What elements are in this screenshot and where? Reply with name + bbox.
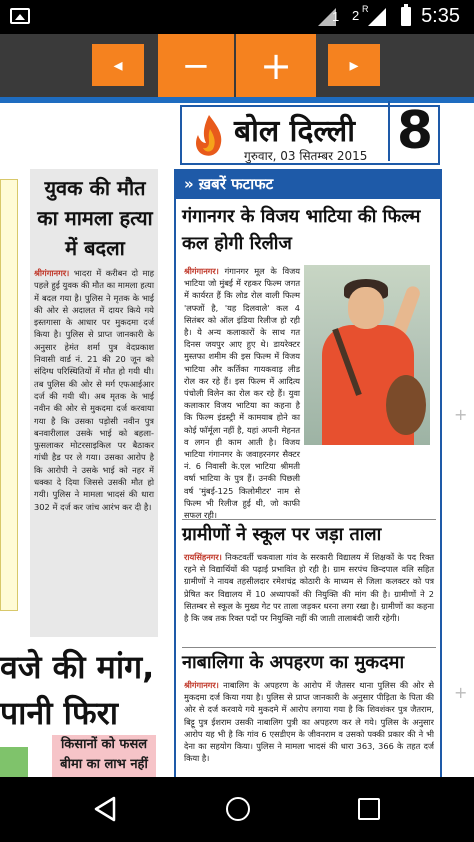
- article-1-headline: गंगानगर के विजय भाटिया की फिल्म कल होगी रिलीज: [182, 206, 421, 254]
- actor-photo: [304, 265, 430, 445]
- left-edge-box: [0, 179, 18, 611]
- minus-icon: −: [181, 45, 211, 86]
- article-1-dateline: श्रीगंगानगर।: [184, 266, 219, 276]
- gallery-icon: [10, 8, 30, 24]
- article-2-body: [184, 551, 434, 624]
- photo-head: [348, 287, 384, 329]
- left-article-text: भादरा में करीबन दो माह पहले हुई युवक की मौत का मामला हत्या में बदल गया है। पुलिस ने मृतक के भाई की ओर से अदालत में दायर किये गये इस्तगासा के आधार पर मुकदमा दर्ज किया है। पुलिस से प्राप्त जानकारी के अनुसार हेमंत शर्मा पुत्र वेदप्रकाश निवासी वार्ड नं. 21 की 20 जून को संदिग्ध परिस्थितियों में मौत हो गयी थी। तब पुलिस की ओर से मर्ग एफआईआर दर्ज की गयी थी। अब मृतक के भाई नवीन की ओर से मुकदमा दर्ज करवाया गया है कि उसका पड़ोसी नवीन पुत्र बनवारीलाल उसके भाई को बहला-फुसलाकर मोटरसाइकिल पर बैठाकर गांधी हैड पर ले गया। उसका आरोप है कि आरोपी ने उसके भाई को नहर में धक्का दे दिया जिससे उसकी मौत हो गयी। पुलिस ने मामला भादसं की धारा 302 में दर्ज कर जांच आरंभ कर दी है।: [34, 268, 154, 512]
- article-3-headline: नाबालिगा के अपहरण का मुकदमा: [182, 652, 405, 673]
- prev-page-button[interactable]: [92, 44, 144, 86]
- home-button-icon[interactable]: [226, 797, 250, 821]
- article-3-body: [184, 679, 434, 775]
- article-3-dateline: श्रीगंगानगर।: [184, 680, 219, 690]
- page-number: 8: [388, 101, 440, 161]
- article-3-text: नाबालिग के अपहरण के आरोप में जैतसर थाना पुलिस की ओर से मुकदमा दर्ज किया गया है। पुलिस से प्राप्त जानकारी के अनुसार पीड़िता के पिता की ओर से दर्ज करवाये गये मुकदमे में आरोप लगाया गया है कि शिवशंकर पुत्र जैतराम, बिट्टू पुत्र ईशराम उसकी नाबालिग पुत्री का अपहरण कर ले गये। पुलिस के अनुसार आरोप यह भी है कि गांव 6 एसडीएम के जीवनराम व उसको पक्की प्रकार की ने भी देना का सहयोग किया। पुलिस ने मामला भादसं की धारा 363, 366 के तहत दर्ज किया है।: [184, 680, 434, 764]
- arrow-right-icon: ▸: [349, 54, 359, 76]
- recent-apps-button-icon[interactable]: [358, 798, 380, 820]
- left-article-body: [30, 263, 158, 517]
- signal-2-icon: [368, 8, 386, 26]
- network-2-label: 2: [352, 8, 360, 23]
- next-page-button[interactable]: [328, 44, 380, 86]
- article-2-text: निकटवर्ती चकवाला गांव के सरकारी विद्यालय में शिक्षकों के पद रिक्त रहने से विद्यार्थियों की पढ़ाई प्रभावित हो रही है। ग्राम सरपंच छिन्दपाल वलि सहित ग्रामीणों ने नायब तहसीलदार रमेशचंद्र कोठारी के माध्यम से जिला कलक्टर को पत्र प्रेषित कर विद्यालय में 10 अध्यापकों की नियुक्ति की मांग की है। ग्रामीणों ने 2 सितम्बर से स्कूल के मुख्य गेट पर ताला जड़कर धरना लगा रखा है। ग्रामीणों का कहना है कि जब तक रिक्त पदों पर नियुक्ति नहीं की जाती तालाबंदी जारी रहेगी।: [184, 552, 434, 624]
- roaming-label: R: [362, 4, 369, 14]
- zoom-out-button[interactable]: [158, 34, 234, 97]
- left-article-headline: युवक की मौत का मामला हत्या में बदला: [37, 176, 153, 260]
- green-image-box: [0, 747, 28, 777]
- article-2-dateline: रायसिंहनगर।: [184, 552, 222, 562]
- network-1-label: 1: [332, 9, 340, 24]
- back-button-icon[interactable]: [92, 796, 118, 822]
- crop-mark-icon: +: [454, 405, 468, 424]
- arrow-left-icon: ◂: [113, 54, 123, 76]
- article-1-text: गंगानगर मूल के विजय भाटिया जो मुंबई में रहकर फिल्म जगत में कार्यरत हैं कि लोड रोल वाली फिल्म 'लफ्जों है, 'यह दिलवाले' कल 4 सितंबर को ऑल इंडिया रिलीज हो रही है। ये अन्य कलाकारों के साथ गत दिनस जयपुर आए हुए थे। डायरेक्टर मुस्तफा शमीम की इस फिल्म में विजय भाटिया और कर्तिका गायकवाड़ लीड रोल कर रहे हैं। इस फिल्म में आदित्य पंचोली विलेन का रोल कर रहे हैं। युवा कलाकार विजय भाटिया का कहना है कि फिल्म इंडस्ट्री में कामयाब होने का कोई फॉर्मूला नहीं है, यहां अपनी मेहनत व लगन ही काम आती है। विजय भाटिया गंगानगर के जवाहरनगर सैक्टर नं. 6 निवासी के.एल भाटिया श्रीमती वर्षा भाटिया के पुत्र हैं। उनकी पिछली वर्ष 'मुंबई-125 किलोमीटर' नाम से फिल्म भी रिलीज हुई थी, जो काफी सफल रही।: [184, 266, 300, 521]
- left-fragment-line-2: पानी फिरा: [0, 694, 118, 732]
- left-article-dateline: श्रीगंगानगर।: [34, 268, 70, 278]
- article-1-body-top: [184, 265, 300, 521]
- article-2-headline: ग्रामीणों ने स्कूल पर जड़ा ताला: [182, 524, 382, 545]
- status-bar: [0, 0, 474, 34]
- newspaper-page[interactable]: [0, 97, 474, 777]
- flame-logo-icon: [190, 113, 228, 159]
- left-fragment-box-line-1: किसानों को फसल: [60, 737, 148, 752]
- reader-toolbar: [0, 34, 474, 97]
- photo-guitar: [386, 375, 426, 435]
- plus-icon: +: [260, 43, 292, 88]
- left-article: [30, 169, 158, 637]
- left-fragment-box-line-2: बीमा का लाभ नहीं: [60, 757, 148, 772]
- zoom-in-button[interactable]: [236, 34, 316, 97]
- masthead-title: बोल दिल्ली: [234, 114, 356, 149]
- status-time: 5:35: [421, 5, 460, 27]
- masthead-date: गुरुवार, 03 सितम्बर 2015: [244, 149, 368, 163]
- left-fragment-line-1: वजे की मांग,: [0, 648, 155, 686]
- divider: [182, 519, 436, 520]
- crop-mark-icon: +: [454, 683, 468, 702]
- battery-icon: [401, 7, 411, 26]
- divider: [182, 647, 436, 648]
- left-fragment-box: [52, 735, 156, 777]
- news-brief-column: [174, 169, 442, 777]
- section-header: » ख़बरें फटाफट: [176, 169, 440, 199]
- navigation-bar: [0, 777, 474, 842]
